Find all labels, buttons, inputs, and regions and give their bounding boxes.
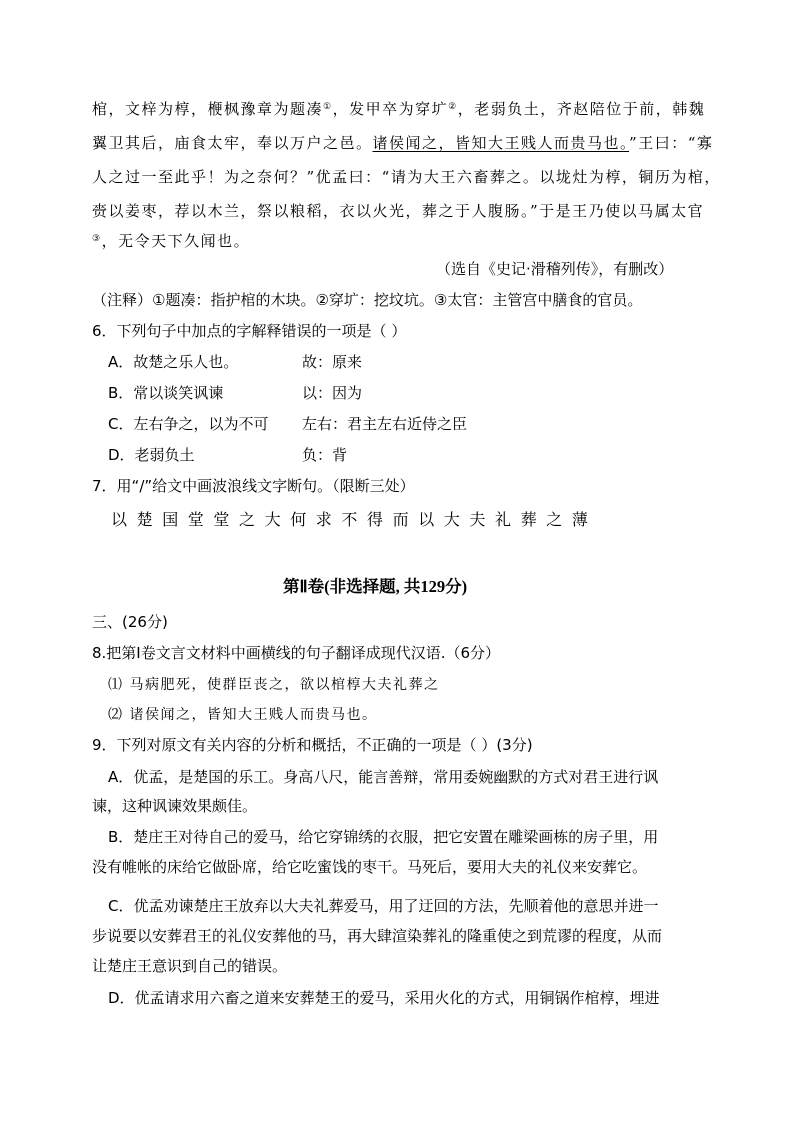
passage-source: （选自《史记·滑稽列传》，有删改） xyxy=(436,260,674,278)
q8-item-1: ⑴ 马病肥死，使群臣丧之，欲以棺椁大夫礼葬之 xyxy=(108,677,440,693)
passage-text: 翼卫其后，庙食太牢，奉以万户之邑。 xyxy=(92,134,373,152)
q9-option-c-line-2: 步说要以安葬君王的礼仪安葬他的马，再大肆渲染葬礼的隆重使之到荒谬的程度，从而 xyxy=(92,927,663,945)
part2-title: 第Ⅱ卷(非选择题, 共129分) xyxy=(283,577,468,596)
q9-option-c-line-1: C．优孟劝谏楚庄王放弃以大夫礼葬爱马，用了迂回的方法，先顺着他的意思并进一 xyxy=(108,897,659,915)
q9-option-b-line-1: B．楚庄王对待自己的爱马，给它穿锦绣的衣服，把它安置在雕梁画栋的房子里，用 xyxy=(108,828,659,846)
passage-line-1 xyxy=(92,98,705,119)
footnote-marker-2: ② xyxy=(448,102,458,112)
underlined-sentence: 诸侯闻之，皆知大王贱人而贵马也。 xyxy=(372,134,630,152)
q7-stem: 7．用“/”给文中画波浪线文字断句。（限断三处） xyxy=(92,477,415,495)
option-gloss: 故：原来 xyxy=(302,353,363,371)
footnote-marker-3: ③ xyxy=(92,234,102,244)
q6-option-b xyxy=(108,382,708,403)
footnote-marker-1: ① xyxy=(323,102,333,112)
q8-stem: 8.把第Ⅰ卷文言文材料中画横线的句子翻译成现代汉语.（6分） xyxy=(92,644,501,662)
passage-line-4 xyxy=(92,200,704,221)
q9-option-b-line-2: 没有帷帐的床给它做卧席，给它吃蜜饯的枣干。马死后，要用大夫的礼仪来安葬它。 xyxy=(92,858,648,876)
passage-text: ”王曰：“寡 xyxy=(629,134,714,152)
passage-line-3: 人之过一至此乎！为之奈何？”优孟曰：“请为大王六畜葬之。以垅灶为椁，铜历为棺， xyxy=(92,168,721,186)
passage-line-2 xyxy=(92,132,713,153)
q9-option-d-line-1: D．优孟请求用六畜之道来安葬楚王的爱马，采用火化的方式，用铜锅作棺椁，埋进 xyxy=(108,989,660,1007)
q6-option-c xyxy=(108,413,708,434)
q8-item-2: ⑵ 诸侯闻之，皆知大王贱人而贵马也。 xyxy=(108,707,378,723)
option-text: C．左右争之，以为不可 xyxy=(108,415,269,433)
option-text: A．故楚之乐人也。 xyxy=(108,353,239,371)
q7-sentence: 以楚国堂堂之大何求不得而以大夫礼葬之薄 xyxy=(111,510,598,529)
q9-option-c-line-3: 让楚庄王意识到自己的错误。 xyxy=(92,957,288,975)
passage-text: ，发甲卒为穿圹 xyxy=(332,100,449,118)
passage-text: ，老弱负土，齐赵陪位于前，韩魏 xyxy=(457,100,706,118)
q6-option-a xyxy=(108,351,708,372)
passage-line-5 xyxy=(92,230,250,251)
option-text: B．常以谈笑讽谏 xyxy=(108,384,224,402)
q9-option-a-line-1: A．优孟，是楚国的乐工。身高八尺，能言善辩，常用委婉幽默的方式对君王进行讽 xyxy=(108,768,659,786)
option-gloss: 负：背 xyxy=(302,446,348,464)
option-gloss: 以：因为 xyxy=(302,384,363,402)
q6-option-d xyxy=(108,444,708,465)
option-gloss: 左右：君主左右近侍之臣 xyxy=(302,415,468,433)
option-text: D．老弱负土 xyxy=(108,446,195,464)
passage-text: ，无令天下久闻也。 xyxy=(101,232,251,250)
q6-stem: 6．下列句子中加点的字解释错误的一项是（ ） xyxy=(92,322,407,340)
section-heading: 三、(26分) xyxy=(92,613,168,631)
passage-text: 棺，文梓为椁，楩枫豫章为题凑 xyxy=(92,100,324,118)
q9-stem: 9．下列对原文有关内容的分析和概括，不正确的一项是（ ）(3分) xyxy=(92,736,533,754)
q9-option-a-line-2: 谏，这种讽谏效果颇佳。 xyxy=(92,797,258,815)
passage-text: 赍以姜枣，荐以木兰，祭以粮稻，衣以火光，葬之于人腹肠。”于是王乃使以马属太官 xyxy=(92,202,705,220)
passage-notes: （注释）①题凑：指护棺的木块。②穿圹：挖坟坑。③太官：主管宫中膳食的官员。 xyxy=(92,291,643,309)
